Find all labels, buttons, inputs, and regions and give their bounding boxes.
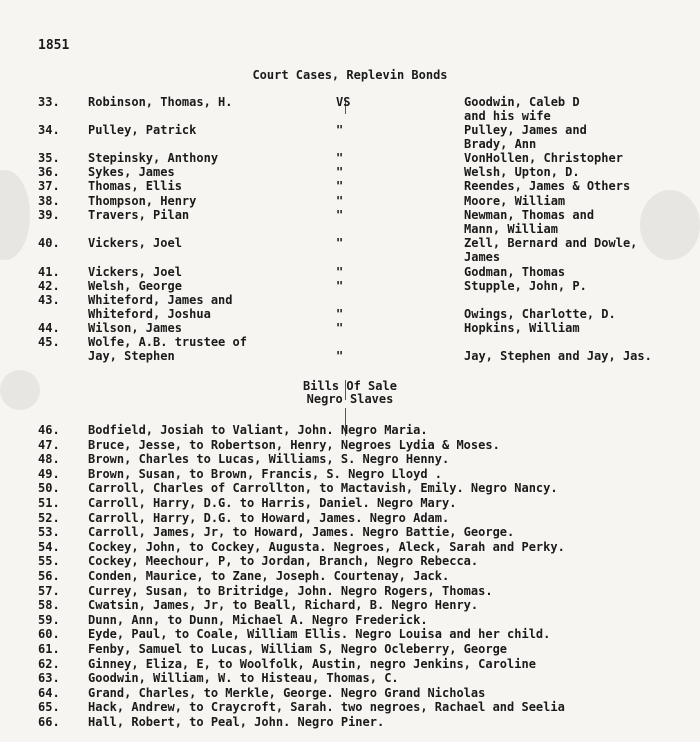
case-versus: " [336, 236, 344, 250]
bill-text: Bodfield, Josiah to Valiant, John. Negro Maria. [88, 423, 428, 437]
case-number: 39. [38, 208, 60, 222]
case-plaintiff: Thompson, Henry [88, 194, 197, 208]
case-versus: " [336, 265, 344, 279]
bill-text: Ginney, Eliza, E, to Woolfolk, Austin, negro Jenkins, Caroline [88, 656, 536, 671]
bill-number: 48. [38, 452, 60, 467]
case-defendant: Owings, Charlotte, D. [464, 306, 616, 321]
court-cases-header: Court Cases, Replevin Bonds [252, 68, 448, 82]
case-plaintiff: Vickers, Joel [88, 265, 182, 279]
bill-number: 60. [38, 627, 60, 642]
case-defendant: Reendes, James & Others [464, 179, 631, 193]
case-versus: " [336, 321, 344, 335]
bills-header-line2: Negro Slaves [306, 392, 394, 406]
case-number: 33. [38, 95, 60, 109]
bill-number: 53. [38, 525, 60, 540]
scan-smudge [640, 190, 700, 260]
case-defendant: Newman, Thomas and Mann, William [464, 208, 595, 236]
case-plaintiff: Travers, Pilan [88, 208, 190, 222]
scan-smudge [0, 170, 30, 260]
case-defendant: Goodwin, Caleb D and his wife [464, 95, 580, 123]
case-defendant: Stupple, John, P. [464, 279, 587, 293]
case-number: 43. [38, 293, 60, 307]
case-defendant: Jay, Stephen and Jay, Jas. [464, 348, 652, 363]
bill-text: Goodwin, William, W. to Histeau, Thomas, C. [88, 671, 399, 686]
case-number: 36. [38, 165, 60, 179]
case-versus: " [336, 123, 344, 137]
bill-text: Brown, Charles to Lucas, Williams, S. Negro Henny. [88, 452, 450, 467]
case-number: 35. [38, 151, 60, 165]
case-versus: " [336, 151, 344, 165]
bill-text: Hack, Andrew, to Craycroft, Sarah. two negroes, Rachael and Seelia [88, 700, 565, 715]
bill-text: Eyde, Paul, to Coale, William Ellis. Negro Louisa and her child. [88, 627, 551, 642]
case-versus: " [336, 348, 344, 363]
bill-number: 64. [38, 685, 60, 700]
case-plaintiff: Stepinsky, Anthony [88, 151, 219, 165]
bill-text: Cwatsin, James, Jr, to Beall, Richard, B. Negro Henry. [88, 598, 479, 613]
case-versus: " [336, 179, 344, 193]
case-plaintiff: Whiteford, James and Whiteford, Joshua [88, 293, 233, 321]
bill-number: 55. [38, 554, 60, 569]
bill-number: 49. [38, 466, 60, 481]
bill-number: 63. [38, 671, 60, 686]
bill-number: 51. [38, 496, 60, 510]
bill-number: 61. [38, 642, 60, 656]
case-plaintiff: Pulley, Patrick [88, 123, 197, 137]
bill-text: Conden, Maurice, to Zane, Joseph. Courtenay, Jack. [88, 569, 450, 583]
bill-text: Cockey, John, to Cockey, Augusta. Negroes, Aleck, Sarah and Perky. [88, 539, 565, 554]
case-versus: " [336, 306, 344, 321]
case-versus: " [336, 165, 344, 179]
case-plaintiff: Sykes, James [88, 165, 175, 179]
case-plaintiff: Wolfe, A.B. trustee of Jay, Stephen [88, 335, 247, 363]
case-versus: " [336, 194, 344, 208]
case-plaintiff: Thomas, Ellis [88, 179, 182, 193]
case-plaintiff: Welsh, George [88, 279, 182, 293]
case-defendant: Moore, William [464, 194, 566, 208]
bill-number: 58. [38, 598, 60, 613]
case-number: 41. [38, 265, 60, 279]
case-number: 37. [38, 179, 60, 193]
bill-number: 47. [38, 437, 60, 452]
case-number: 34. [38, 123, 60, 137]
case-defendant: VonHollen, Christopher [464, 151, 623, 165]
bill-text: Hall, Robert, to Peal, John. Negro Piner. [88, 715, 385, 729]
case-plaintiff: Robinson, Thomas, H. [88, 95, 233, 109]
bill-number: 62. [38, 656, 60, 671]
bill-number: 50. [38, 481, 60, 496]
case-number: 42. [38, 279, 60, 293]
bill-number: 56. [38, 569, 60, 583]
bill-number: 65. [38, 700, 60, 715]
case-defendant: Pulley, James and Brady, Ann [464, 123, 587, 151]
case-number: 44. [38, 321, 60, 335]
bill-text: Brown, Susan, to Brown, Francis, S. Negro Lloyd . [88, 466, 443, 481]
bill-number: 59. [38, 612, 60, 627]
bill-number: 66. [38, 715, 60, 729]
bill-text: Carroll, Charles of Carrollton, to Mactavish, Emily. Negro Nancy. [88, 481, 558, 496]
case-defendant: Hopkins, William [464, 321, 580, 335]
bill-text: Carroll, Harry, D.G. to Harris, Daniel. Negro Mary. [88, 496, 457, 510]
bill-text: Bruce, Jesse, to Robertson, Henry, Negroes Lydia & Moses. [88, 437, 500, 452]
bill-text: Carroll, Harry, D.G. to Howard, James. Negro Adam. [88, 510, 450, 525]
case-number: 45. [38, 335, 60, 349]
bill-number: 46. [38, 423, 60, 437]
case-plaintiff: Wilson, James [88, 321, 182, 335]
case-plaintiff: Vickers, Joel [88, 236, 182, 250]
bills-header-line1: Bills Of Sale [303, 379, 397, 393]
bill-text: Currey, Susan, to Britridge, John. Negro Rogers, Thomas. [88, 583, 493, 598]
bill-text: Carroll, James, Jr, to Howard, James. Negro Battie, George. [88, 525, 515, 540]
case-defendant: Godman, Thomas [464, 265, 566, 279]
case-defendant: Welsh, Upton, D. [464, 165, 580, 179]
case-versus: " [336, 208, 344, 222]
bill-number: 54. [38, 539, 60, 554]
page-year: 1851 [38, 38, 70, 53]
case-versus: " [336, 279, 344, 293]
case-defendant: Zell, Bernard and Dowle, James [464, 236, 638, 264]
bill-text: Cockey, Meechour, P, to Jordan, Branch, Negro Rebecca. [88, 554, 479, 569]
case-number: 38. [38, 194, 60, 208]
bill-number: 57. [38, 583, 60, 598]
bill-text: Dunn, Ann, to Dunn, Michael A. Negro Frederick. [88, 612, 428, 627]
bill-number: 52. [38, 510, 60, 525]
bill-text: Fenby, Samuel to Lucas, William S, Negro Ocleberry, George [88, 642, 508, 656]
case-number: 40. [38, 236, 60, 250]
case-versus: VS [336, 95, 351, 109]
bill-text: Grand, Charles, to Merkle, George. Negro Grand Nicholas [88, 685, 486, 700]
